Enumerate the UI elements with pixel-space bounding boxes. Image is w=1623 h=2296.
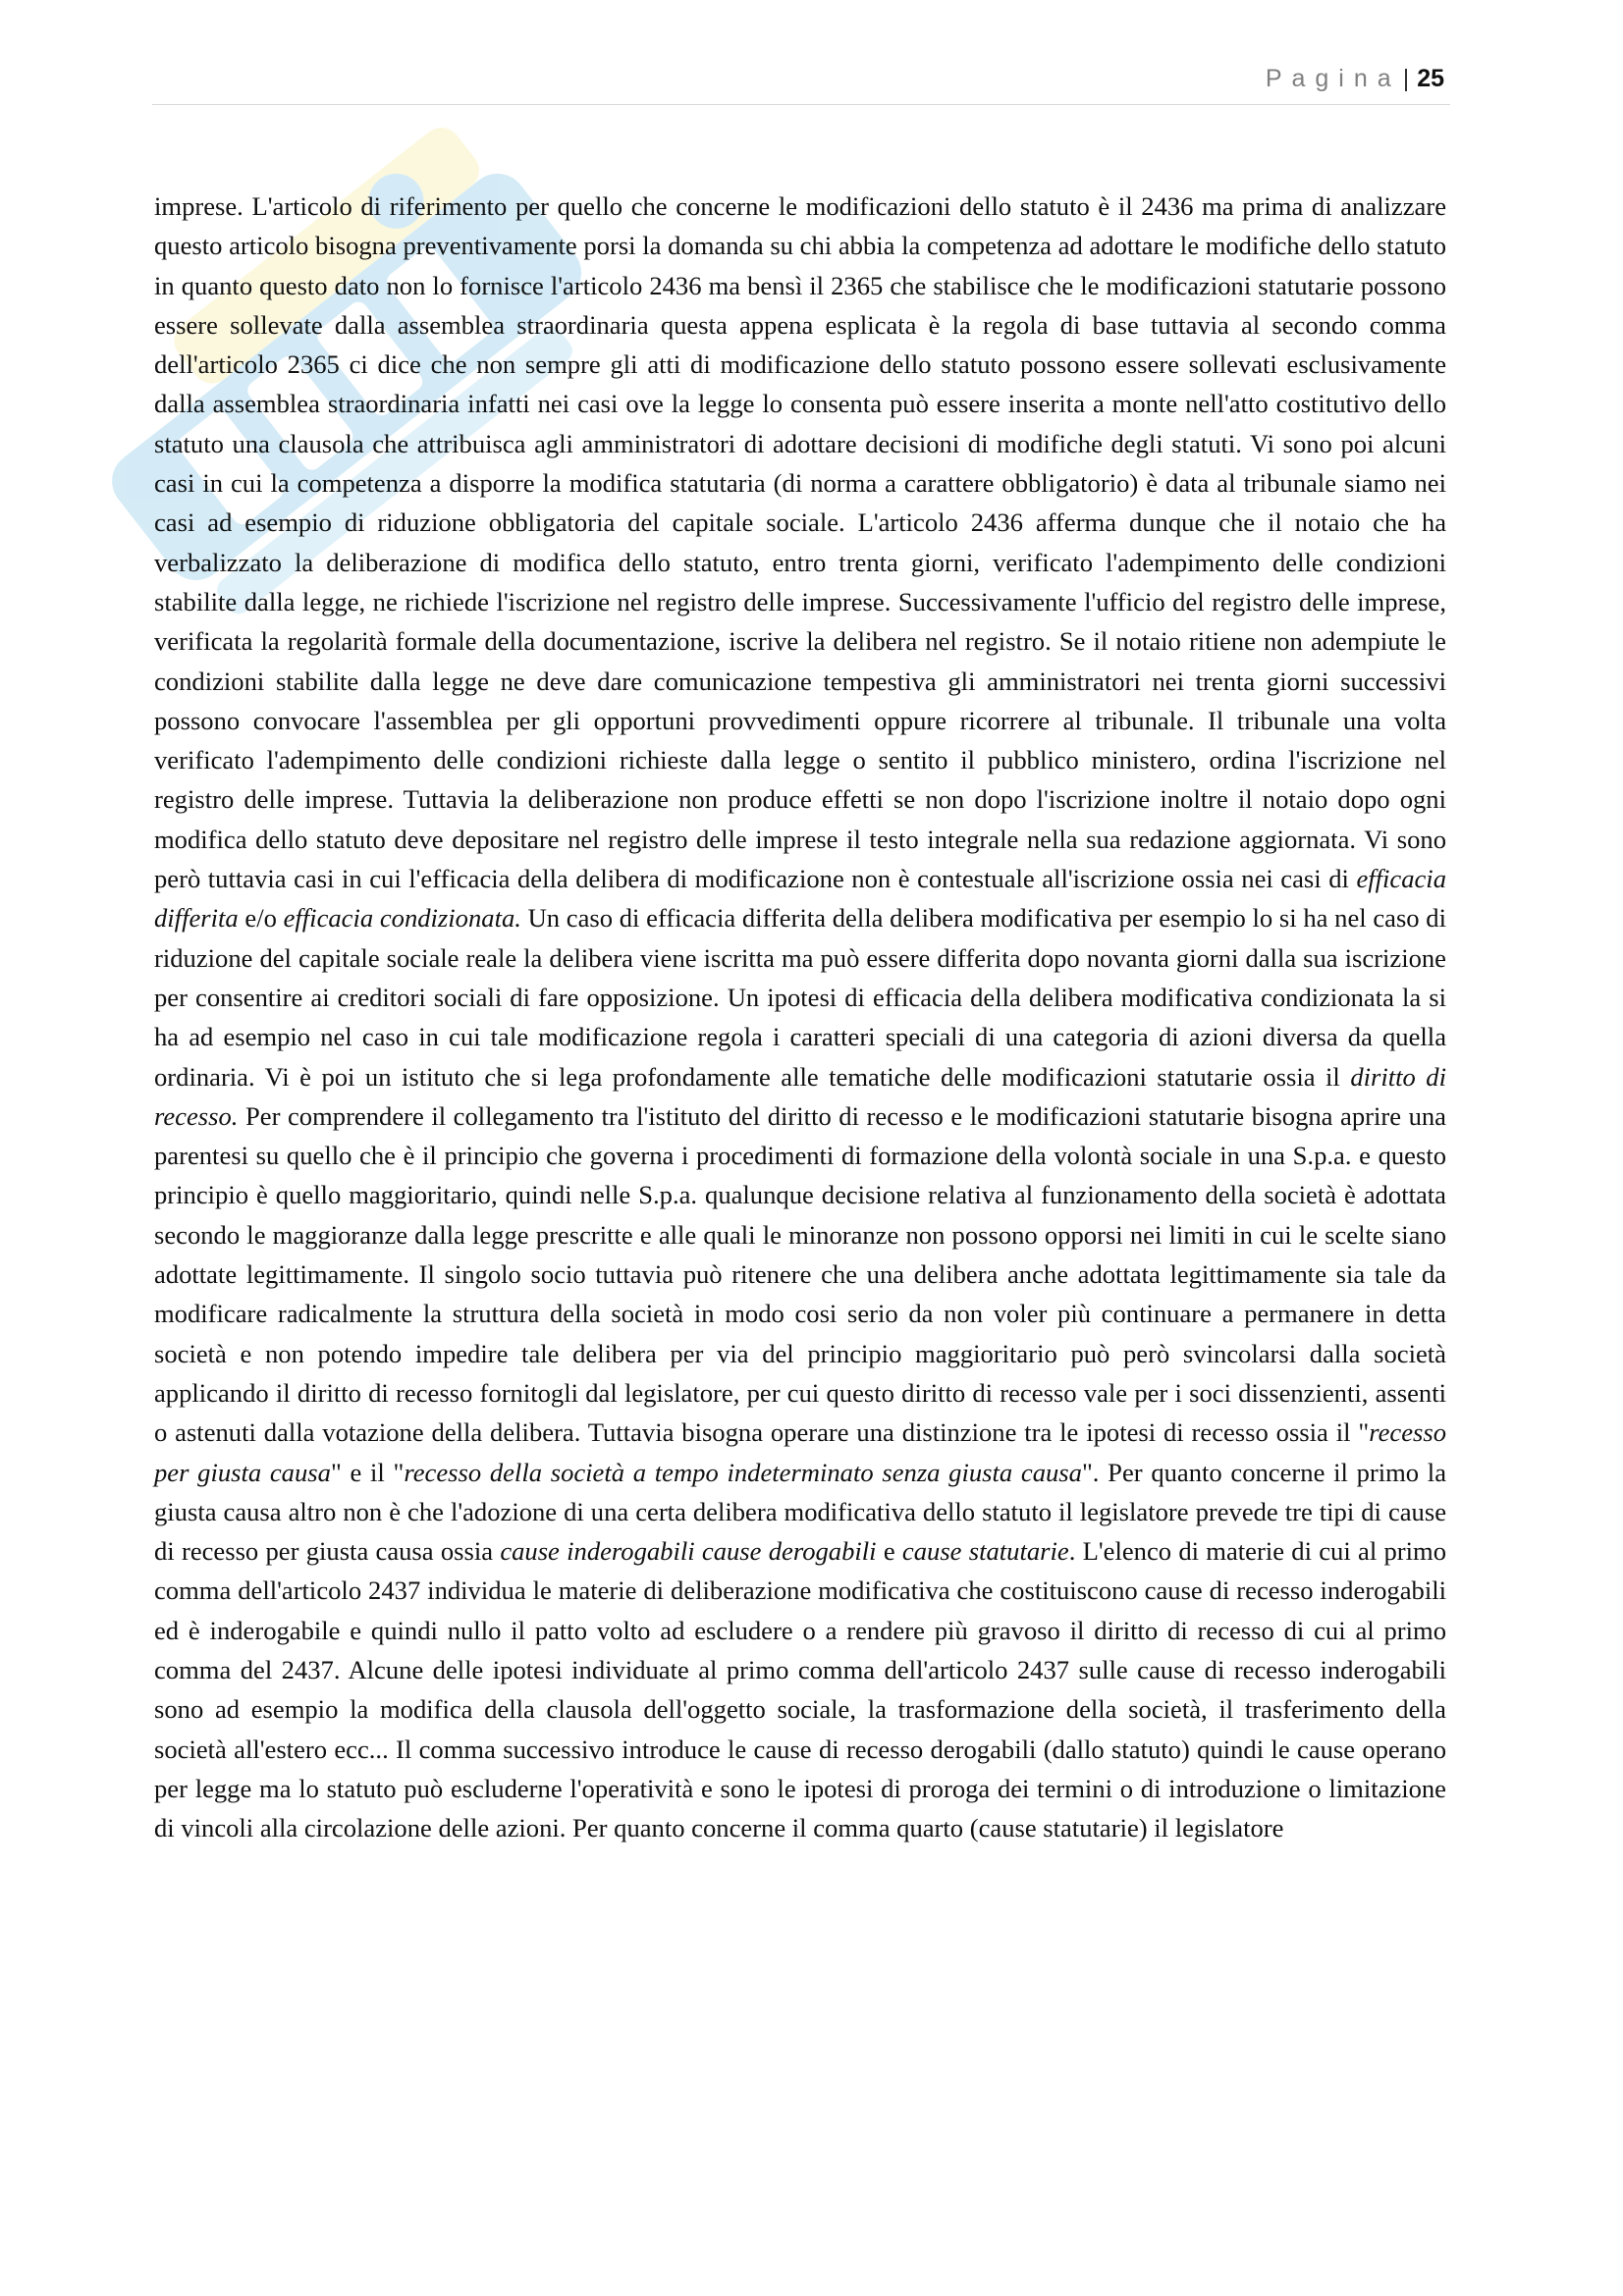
italic-text-segment: cause statutarie <box>901 1536 1069 1567</box>
italic-text-segment: recesso della società a tempo indeterminato senza giusta causa <box>404 1457 1082 1487</box>
italic-text-segment: cause inderogabili cause derogabili <box>500 1536 877 1567</box>
text-segment: imprese. L'articolo di riferimento per quello che concerne le modificazioni dello statuto è il 2436 ma prima di analizzare questo articolo bisogna preventivamente porsi la domanda su chi abbia la competenza ad adottare le modifiche dello statuto in quanto questo dato non lo fornisce l'articolo 2436 ma bensì il 2365 che stabilisce che le modificazioni statutarie possono essere sollevate dalla assemblea straordinaria questa appena esplicata è la regola di base tuttavia al secondo comma dell'articolo 2365 ci dice che non sempre gli atti di modificazione dello statuto possono essere sollevati esclusivamente dalla assemblea straordinaria infatti nei casi ove la legge lo consenta può essere inserita a monte nell'atto costitutivo dello statuto una clausola che attribuisca agli amministratori di adottare decisioni di modifiche degli statuti. Vi sono poi alcuni casi in cui la competenza a disporre la modifica statutaria (di norma a carattere obbligatorio) è data al tribunale siamo nei casi ad esempio di riduzione obbligatoria del capitale sociale. L'articolo 2436 afferma dunque che il notaio che ha verbalizzato la deliberazione di modifica dello statuto, entro trenta giorni, verificato l'adempimento delle condizioni stabilite dalla legge, ne richiede l'iscrizione nel registro delle imprese. Successivamente l'ufficio del registro delle imprese, verificata la regolarità formale della documentazione, iscrive la delibera nel registro. Se il notaio ritiene non adempiute le condizioni stabilite dalla legge ne deve dare comunicazione tempestiva gli amministratori nei trenta giorni successivi possono convocare l'assemblea per gli opportuni provvedimenti oppure ricorrere al tribunale. Il tribunale una volta verificato l'adempimento delle condizioni richieste dalla legge o sentito il pubblico ministero, ordina l'iscrizione nel registro delle imprese. Tuttavia la deliberazione non produce effetti se non dopo l'iscrizione inoltre il notaio dopo ogni modifica dello statuto deve depositare nel registro delle imprese il testo integrale nella sua redazione aggiornata. Vi sono però tuttavia casi in cui l'efficacia della delibera di modificazione non è contestuale all'iscrizione ossia nei casi di <box>154 191 1446 894</box>
italic-text-segment: efficacia differita <box>154 864 1446 934</box>
italic-text-segment: recesso per giusta causa <box>154 1417 1446 1487</box>
text-segment: e <box>876 1536 902 1567</box>
text-segment: " e il " <box>330 1457 405 1487</box>
italic-text-segment: diritto di recesso. <box>154 1061 1446 1131</box>
text-segment: e/o <box>238 903 284 934</box>
page-word: Pagina <box>1265 65 1401 92</box>
page-number-label <box>1266 65 1444 93</box>
text-segment: Un caso di efficacia differita della delibera modificativa per esempio lo si ha nel caso di riduzione del capitale sociale reale la delibera viene iscritta ma può essere differita dopo novanta giorni dalla sua iscrizione per consentire ai creditori sociali di fare opposizione. Un ipotesi di efficacia della delibera modificativa condizionata la si ha ad esempio nel caso in cui tale modificazione regola i caratteri speciali di una categoria di azioni diversa da quella ordinaria. Vi è poi un istituto che si lega profondamente alle tematiche delle modificazioni statutarie ossia il <box>154 903 1446 1092</box>
body-paragraph <box>154 187 1446 1847</box>
header-separator: | <box>1402 65 1410 92</box>
page-number: 25 <box>1417 65 1444 92</box>
text-segment: Per comprendere il collegamento tra l'istituto del diritto di recesso e le modificazioni statutarie bisogna aprire una parentesi su quello che è il principio che governa i procedimenti di formazione della volontà sociale in una S.p.a. e questo principio è quello maggioritario, quindi nelle S.p.a. qualunque decisione relativa al funzionamento della società è adottata secondo le maggioranze dalla legge prescritte e alle quali le minoranze non possono opporsi nei limiti in cui le scelte siano adottate legittimamente. Il singolo socio tuttavia può ritenere che una delibera anche adottata legittimamente sia tale da modificare radicalmente la struttura della società in modo cosi serio da non voler più continuare a permanere in detta società e non potendo impedire tale delibera per via del principio maggioritario può però svincolarsi dalla società applicando il diritto di recesso fornitogli dal legislatore, per cui questo diritto di recesso vale per i soci dissenzienti, assenti o astenuti dalla votazione della delibera. Tuttavia bisogna operare una distinzione tra le ipotesi di recesso ossia il " <box>154 1100 1446 1448</box>
italic-text-segment: efficacia condizionata. <box>283 903 521 934</box>
page-header <box>152 61 1450 105</box>
document-body <box>154 187 1446 1847</box>
text-segment: ". Per quanto concerne il primo la giusta causa altro non è che l'adozione di una certa delibera modificativa dello statuto il legislatore prevede tre tipi di cause di recesso per giusta causa ossia <box>154 1457 1446 1567</box>
text-segment: . L'elenco di materie di cui al primo comma dell'articolo 2437 individua le materie di deliberazione modificativa che costituiscono cause di recesso inderogabili ed è inderogabile e quindi nullo il patto volto ad escludere o a rendere più gravoso il diritto di recesso di cui al primo comma del 2437. Alcune delle ipotesi individuate al primo comma dell'articolo 2437 sulle cause di recesso inderogabili sono ad esempio la modifica della clausola dell'oggetto sociale, la trasformazione della società, il trasferimento della società all'estero ecc... Il comma successivo introduce le cause di recesso derogabili (dallo statuto) quindi le cause operano per legge ma lo statuto può escluderne l'operatività e sono le ipotesi di proroga dei termini o di introduzione o limitazione di vincoli alla circolazione delle azioni. Per quanto concerne il comma quarto (cause statutarie) il legislatore <box>154 1536 1446 1843</box>
